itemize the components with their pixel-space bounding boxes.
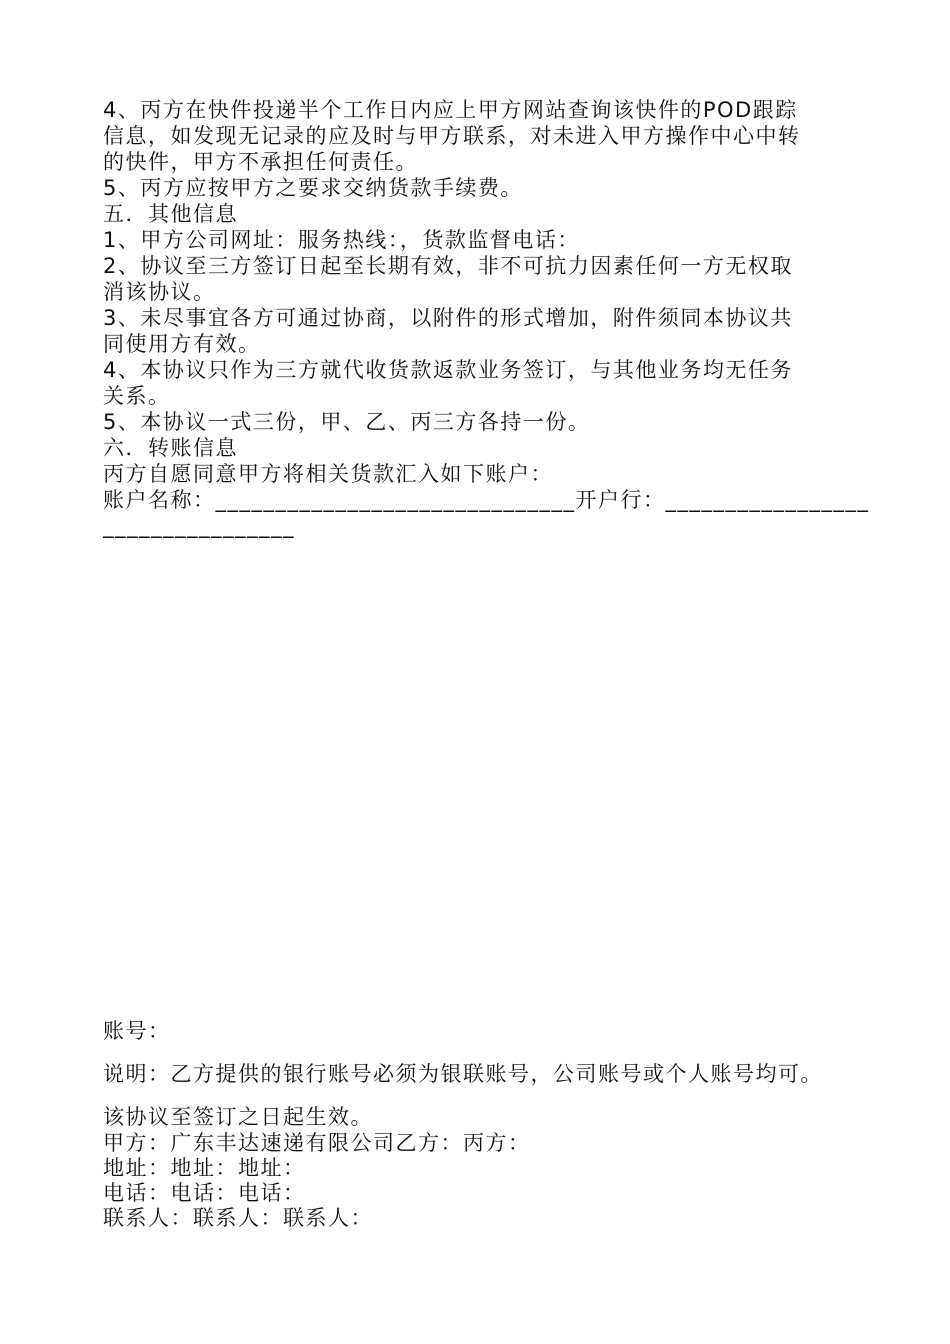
transfer-consent: 丙方自愿同意甲方将相关货款汇入如下账户： xyxy=(103,462,553,486)
effective-date-note: 该协议至签订之日起生效。 xyxy=(103,1105,373,1129)
other-info-4-line-1: 4、本协议只作为三方就代收货款返款业务签订，与其他业务均无任务 xyxy=(103,358,793,382)
clause-4-line-3: 的快件，甲方不承担任何责任。 xyxy=(103,150,418,174)
agreement-lower-section xyxy=(103,1018,863,1230)
party-phone-line: 电话：电话：电话： xyxy=(103,1181,306,1205)
clause-4-line-1: 4、丙方在快件投递半个工作日内应上甲方网站查询该快件的POD跟踪 xyxy=(103,98,798,122)
bank-blank-continuation: ________________ xyxy=(103,514,295,538)
other-info-2-line-1: 2、协议至三方签订日起至长期有效，非不可抗力因素任何一方无权取 xyxy=(103,254,793,278)
other-info-5: 5、本协议一式三份，甲、乙、丙三方各持一份。 xyxy=(103,410,591,434)
other-info-4-line-2: 关系。 xyxy=(103,384,171,408)
clause-4-line-2: 信息，如发现无记录的应及时与甲方联系，对未进入甲方操作中心中转 xyxy=(103,124,801,148)
other-info-3-line-2: 同使用方有效。 xyxy=(103,332,261,356)
account-number-label: 账号： xyxy=(103,1019,171,1043)
account-name-bank-line: 账户名称：______________________________开户行：_________________ xyxy=(103,488,870,512)
party-names-line: 甲方：广东丰达速递有限公司乙方：丙方： xyxy=(103,1131,531,1155)
explanation-note: 说明：乙方提供的银行账号必须为银联账号，公司账号或个人账号均可。 xyxy=(103,1062,823,1086)
section-6-heading: 六．转账信息 xyxy=(103,436,238,460)
section-5-heading: 五．其他信息 xyxy=(103,202,238,226)
agreement-upper-section xyxy=(103,97,870,539)
party-contact-line: 联系人：联系人：联系人： xyxy=(103,1206,373,1230)
other-info-2-line-2: 消该协议。 xyxy=(103,280,216,304)
clause-5-line: 5、丙方应按甲方之要求交纳货款手续费。 xyxy=(103,176,523,200)
other-info-1: 1、甲方公司网址：服务热线：，货款监督电话： xyxy=(103,228,580,252)
party-address-line: 地址：地址：地址： xyxy=(103,1156,306,1180)
other-info-3-line-1: 3、未尽事宜各方可通过协商，以附件的形式增加，附件须同本协议共 xyxy=(103,306,793,330)
